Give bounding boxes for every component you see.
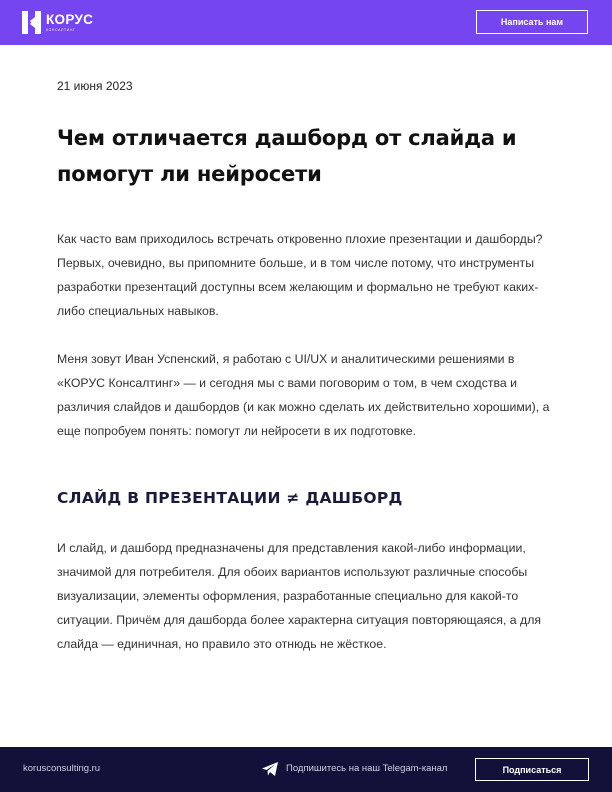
article-title: Чем отличается дашборд от слайда и помогут ли нейросети	[57, 126, 517, 186]
brand-name: КОРУС	[46, 12, 94, 27]
write-us-button[interactable]: Написать нам	[476, 10, 588, 34]
section-heading: СЛАЙД В ПРЕЗЕНТАЦИИ ≠ ДАШБОРД	[57, 489, 403, 507]
bottom-footer	[0, 747, 612, 792]
telegram-icon	[262, 762, 278, 776]
subscribe-button[interactable]: Подписаться	[475, 758, 589, 781]
korus-logo-icon	[22, 11, 41, 34]
article-date: 21 июня 2023	[57, 79, 133, 93]
intro-paragraph-2: Меня зовут Иван Успенский, я работаю с UI/UX и аналитическими решениями в «КОРУС Консалтинг» — и сегодня мы с вами поговорим о том, в чем сходства и различия слайдов и дашбордов (и как можно сделать их действительно хорошими), а еще попробуем понять: помогут ли нейросети в их подготовке.	[57, 352, 550, 438]
section-paragraph-1: И слайд, и дашборд предназначены для представления какой-либо информации, значимой для потребителя. Для обоих вариантов используют различные способы визуализации, элементы оформления, разработанные специально для какой-то ситуации. Причём для дашборда более характерна ситуация повторяющаяся, а для слайда — единичная, но правило это отнюдь не жёсткое.	[57, 541, 542, 651]
korus-logo[interactable]	[22, 11, 93, 34]
brand-subtitle: КОНСАЛТИНГ	[46, 27, 76, 32]
top-header	[0, 0, 612, 45]
intro-paragraph-1: Как часто вам приходилось встречать откровенно плохие презентации и дашборды? Первых, очевидно, вы припомните больше, и в том числе потому, что инструменты разработки презентаций доступны всем желающим и формально не требуют каких-либо специальных навыков.	[57, 232, 543, 318]
site-link[interactable]: korusconsulting.ru	[23, 763, 101, 774]
telegram-cta-text[interactable]: Подпишитесь на наш Telegam-канал	[286, 763, 448, 774]
